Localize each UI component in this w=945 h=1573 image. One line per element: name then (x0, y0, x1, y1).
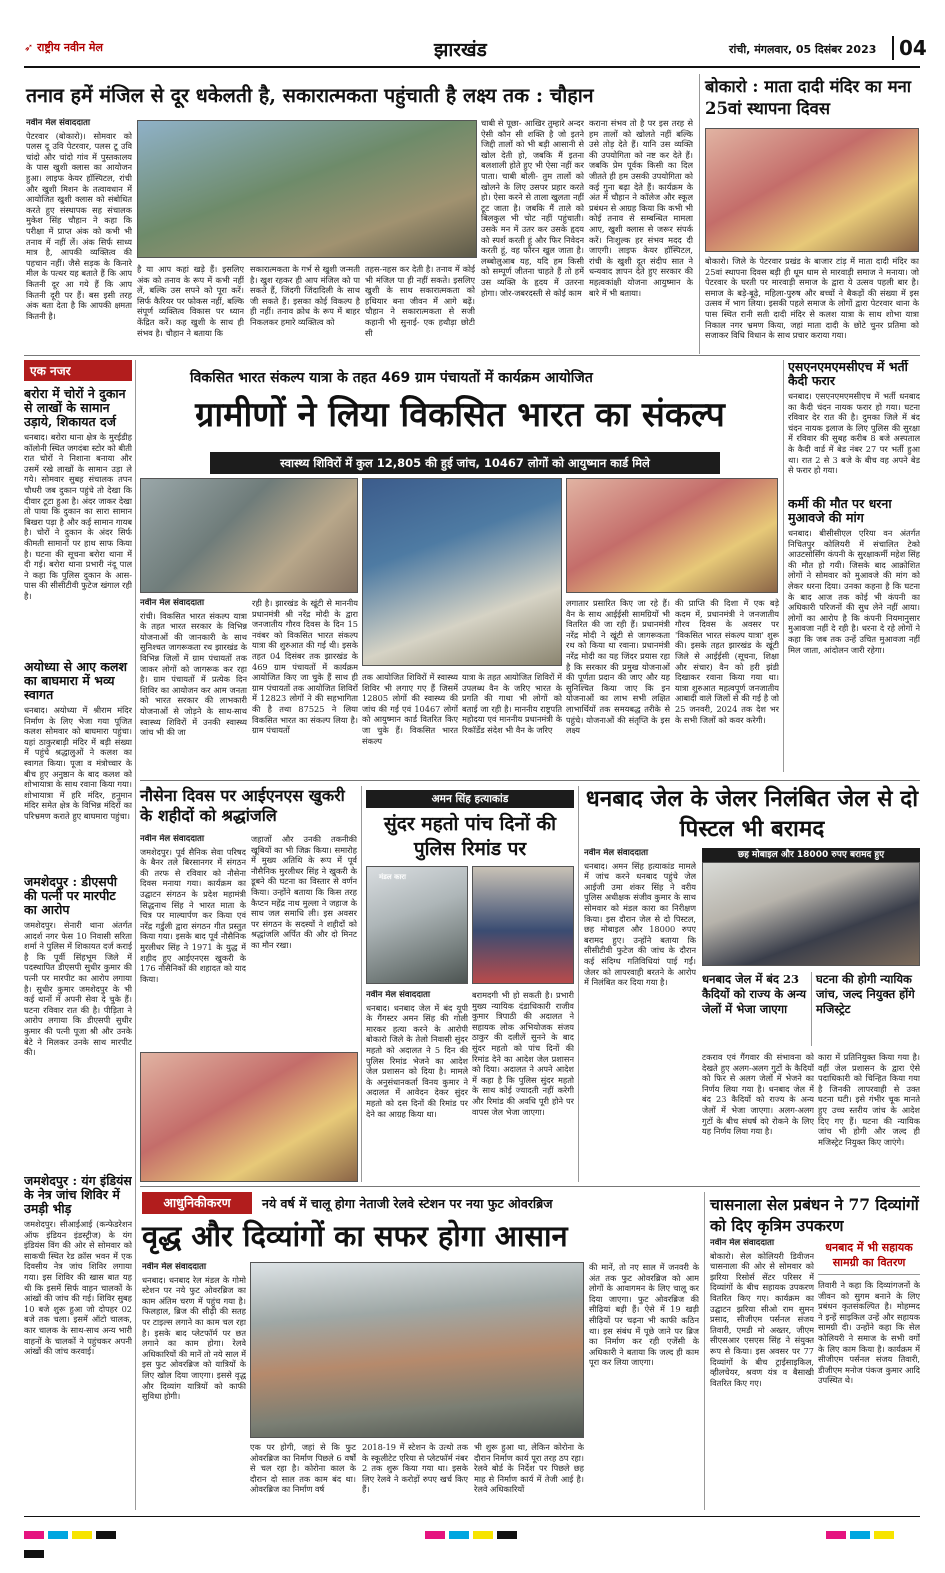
story1-col1 (26, 118, 132, 350)
story8-callout: धनबाद में भी सहायक सामग्री का वितरण (818, 1240, 920, 1275)
story5-photo-jail (366, 866, 468, 984)
story8-headline: चासनाला सेल प्रबंधन ने 77 दिव्यांगों को दिए कृत्रिम उपकरण (710, 1195, 919, 1235)
story6-col2: टकराव एवं गैंगवार की संभावना को देखते हुए अलग-अलग गुटों के कैदियों को फिर से अलग जेलों में भेजने का निर्णय लिया गया है। धनबाद जेल में बंद 23 कैदियों को राज्य के अन्य जेलों में भेजा जाएगा। अलग-अलग गुटों के बीच संघर्ष को रोकने के लिए यह निर्णय लिया गया है। (702, 1052, 814, 1137)
column-rule (783, 360, 784, 772)
masthead (24, 36, 927, 64)
story6-photo-banner-text: छह मोबाइल और 18000 रुपए बरामद हुए (737, 850, 885, 860)
story7-text-1: धनबाद। धनबाद रेल मंडल के गोमो स्टेशन पर नये फुट ओवरब्रिज का काम अंतिम चरण में पहुंच गया है। फिलहाल, ब्रिज की सीढ़ी की सतह पर टाइल्स लगाने का काम चल रहा है। इसके बाद प्लेटफॉर्म पर छत लगाने का काम होगा। रेलवे अधिकारियों की मानें तो नये साल में इस फुट ओवरब्रिज को यात्रियों के लिए खोल दिया जाएगा। इससे वृद्ध और दिव्यांग यात्रियों को काफी सुविधा होगी। (142, 1274, 246, 1402)
story5-photo-accused (472, 866, 574, 984)
column-rule (135, 360, 136, 1510)
story5-col1 (366, 990, 468, 1180)
story5-kicker-text: अमन सिंह हत्याकांड (431, 793, 509, 805)
brief-4 (24, 1174, 132, 1510)
story2-photo (705, 128, 919, 252)
sidebar-right (788, 360, 920, 772)
brief-4-body: जमशेदपुर। सीआईआई (कन्फेडरेशन ऑफ इंडियन इंडस्ट्रीज) के यंग इंडियंस विंग की ओर से सोमवार को साकची स्थित रेड क्रॉस भवन में एक दिवसीय नेत्र जांच शिविर लगाया गया। इस शिविर की खास बात यह थी कि इसमें सिर्फ वाहन चालकों के आंखों की जांच की गई। शिविर सुबह 10 बजे शुरू हुआ जो दोपहर 02 बजे तक चला। इसमें ऑटो चालक, कार चालक के साथ-साथ अन्य भारी वाहनों के चालकों ने पहुंचकर अपनी आंखों की जांच करवाई। (24, 1219, 132, 1357)
story3-col3: तक आयोजित शिविरों में स्वास्थ्य शिविर भी लगाए गए हैं जिसमें 12805 लोगों की स्वास्थ्य की जांच की गई एवं 10467 लोगों को आयुष्मान कार्ड वितरित किए जा चुके हैं। विकसित भारत संकल्प (362, 672, 458, 746)
callout-2-text: घटना की होगी न्यायिक जांच, जल्द नियुक्त होंगे मजिस्ट्रेट (816, 972, 915, 1016)
story3-photo-2 (362, 478, 562, 666)
brief-2-title: अयोध्या से आए कलश का बाघमारा में भव्य स्वागत (24, 659, 127, 702)
cmyk-swatch (874, 1531, 894, 1539)
story3-col2: रही है। झारखंड के खूंटी से माननीय प्रधानमंत्री श्री नरेंद्र मोदी के द्वारा जनजातीय गौरव दिवस के दिन 15 नवंबर को विकसित भारत संकल्प यात्रा की शुरुआत की गई थी। इसके तहत 04 दिसंबर तक झारखंड के 469 ग्राम पंचायतों में कार्यक्रम आयोजित किए जा चुके हैं साथ ही ग्राम पंचायतों तक आयोजित शिविरों में 12823 लोगों ने की सहभागिता की है तथा 87525 ने लिया विकसित भारत का संकल्प लिया है। ग्राम पंचायतों (252, 598, 358, 736)
cmyk-swatch (473, 1531, 493, 1539)
cmyk-swatch (850, 1531, 870, 1539)
story6-callout-2 (816, 972, 920, 1046)
paper-logo (24, 40, 103, 55)
story3-photo-1 (140, 478, 358, 593)
story3-kicker: विकसित भारत संकल्प यात्रा के तहत 469 ग्राम पंचायतों में कार्यक्रम आयोजित (190, 370, 593, 386)
story5-byline: नवीन मेल संवाददाता (366, 990, 431, 1000)
dateline: रांची, मंगलवार, 05 दिसंबर 2023 (729, 43, 877, 56)
footer-rule (24, 1516, 920, 1517)
story7-headline: वृद्ध और दिव्यांगों का सफर होगा आसान (142, 1219, 568, 1253)
paper-name: राष्ट्रीय नवीन मेल (37, 41, 103, 54)
story8-byline: नवीन मेल संवाददाता (710, 1238, 775, 1248)
right-brief-2-title: कर्मी की मौत पर धरना मुआवजे की मांग (788, 496, 892, 525)
bird-icon: ➶ (24, 41, 34, 54)
brief-3-body: जमशेदपुर। सेनारी थाना अंतर्गत आदर्श नगर फेस 10 निवासी सरिता शर्मा ने पुलिस में शिकायत दर्ज कराई है कि पूर्वी सिंहभूम जिले में पदस्थापित डीएसपी सुधीर कुमार की पत्नी पर मारपीट का आरोप लगाया है। सुधीर कुमार जमशेदपुर के भी कई थानों में अपनी सेवा दे चुके हैं। घटना रविवार रात की है। पीड़िता ने आरोप लगाया कि डीएसपी सुधीर कुमार की पत्नी पूजा श्री और उनके बेटे ने मिलकर उनके साथ मारपीट की। (24, 920, 132, 1058)
story3-col5: लगातार प्रसारित किए जा रहे हैं। वैन के साथ आईईसी सामग्रियों भी वितरित की जा रही हैं। प्रधानमंत्री नरेंद्र मोदी ने खूंटी से जागरूकता रथ को किया था रवाना। प्रधानमंत्री नरेंद्र मोदी का यह जिंदर प्रयास रहा है कि सरकार की प्रमुख योजनाओं की पूर्णता प्रदान की जाए और यह सुनिश्चित किया जाए कि इन योजनाओं का लाभ सभी लक्षित लाभार्थियों तक समयबद्ध तरीके से पहुंचे। योजनाओं की संतृप्ति के इस लक्ष्य (566, 598, 670, 736)
story4-text-1: जमशेदपुर। पूर्व सैनिक सेवा परिषद के बैनर तले बिरसानगर में संगठन की तरफ से रविवार को नौसेना दिवस मनाया गया। कार्यक्रम का उद्घाटन संगठन के प्रदेश महामंत्री सिद्धनाथ सिंह ने भारत माता के चित्र पर माल्यार्पण कर किया एवं नरेंद्र गर्डुली द्वारा संगठन गीत प्रस्तुत किया गया। इसके बाद पूर्व नौसैनिक मुरलीधर सिंह ने 1971 के युद्ध में शहीद हुए आईएनएस खुकरी के 176 नौसैनिकों की शहादत को याद किया। (140, 846, 246, 984)
story4-byline: नवीन मेल संवाददाता (140, 834, 205, 844)
story7-kicker-label (142, 1192, 252, 1214)
story2-body: बोकारो। जिले के पेटरवार प्रखंड के बाजार टांड़ में माता दादी मंदिर का 25वां स्थापना दिवस बड़ी ही धूम धाम से मारवाड़ी समाज ने मनाया। जो पेटरवार के घरती पर मारवाड़ी समाज के द्वारा ये उत्सव पहली बार है। समाज के बड़े-बूढ़े, महिला-पुरुष और बच्चों ने बैकड़ों की संख्या में इस उत्सव में भाग लिया। इसकी पहले समाज के लोगों द्वारा पेटरवार थाना के पास स्थित रानी सती दादी मंदिर से कलश यात्रा के साथ शोभा यात्रा निकाल नगर भ्रमण किया, जहां माता दादी के छोटे चुनर प्रतिमा को सजाकर विधि विधान के साथ प्रचार कराया गया। (705, 256, 919, 341)
column-rule (704, 1192, 705, 1510)
story7-col1 (142, 1262, 246, 1510)
story3-headline: ग्रामीणों ने लिया विकसित भारत का संकल्प (195, 395, 725, 435)
story6-col1 (584, 848, 696, 1048)
brief-2-body: धनबाद। अयोध्या में श्रीराम मंदिर निर्माण के लिए भेजा गया पूजित कलश सोमवार को बाघमारा पहुंचा। यहां ठाकुरबाड़ी मंदिर में बड़ी संख्या में पहुंचे श्रद्धालुओं ने कलश का स्वागत किया। पूजा व मंत्रोच्चार के बीच हुए अनुष्ठान के बाद कलश को शोभायात्रा के साथ रवाना किया गया। शोभायात्रा में हरि मंदिर, हनुमान मंदिर समेत क्षेत्र के विभिन्न मंदिरों का परिभ्रमण कराते हुए बाघमारा पहुंचा। (24, 705, 132, 821)
story1-byline: नवीन मेल संवाददाता (26, 118, 91, 128)
cmyk-swatch (48, 1531, 68, 1539)
story3-text-1: रांची। विकसित भारत संकल्प यात्रा के तहत भारत सरकार के विभिन्न योजनाओं की जानकारी के साथ सुनिश्चत जागरूकता रथ झारखंड के विभिन्न जिलों में ग्राम पंचायतों तक जाकर लोगों को जागरूक कर रहा है। ग्राम पंचायतों में प्रत्येक दिन शिविर का आयोजन कर आम जनता को भारत सरकार की लाभकारी योजनाओं से जोड़ने के साथ-साथ स्वास्थ्य शिविरों में उनकी स्वास्थ्य जांच भी की जा (140, 610, 247, 738)
cmyk-swatch (449, 1531, 469, 1539)
right-brief-1-body: धनबाद। एसएनएमएमसीएच में भर्ती धनबाद का कैदी चंदन नायक फरार हो गया। घटना रविवार देर रात की है। दुमका जिले में बंद चंदन नायक इलाज के लिए पुलिस की सुरक्षा में रविवार की सुबह करीब 8 बजे अस्पताल के कैदी वार्ड में बेड नंबर 27 पर भर्ती हुआ था। रात 2 से 3 बजे के बीच वह अपने बेड से फरार हो गया। (788, 391, 920, 476)
story4-col2: जहाजों और उनकी तकनीकी खूबियों का भी जिक्र किया। समारोह में मुख्य अतिथि के रूप में पूर्व नौसैनिक मुरलीधर सिंह ने खुकरी के डूबने की घटना का विस्तार से वर्णन किया। उन्होंने बताया कि किस तरह कैप्टन महेंद्र नाथ मुल्ला ने जहाज के साथ जल समाधि ली। इस अवसर पर संगठन के सदस्यों ने शहीदों को श्रद्धांजलि अर्पित की और दो मिनट का मौन रखा। (251, 834, 357, 950)
cmyk-swatch (425, 1531, 445, 1539)
story6-callout-1 (702, 972, 812, 1046)
story6-photo (702, 862, 920, 966)
column-rule (578, 786, 579, 1182)
brief-1-body: धनबाद। बरोरा थाना क्षेत्र के मुरईडीह कॉलोनी स्थित जगदंबा स्टोर को बीती रात चोरों ने निशाना बनाया और उसमें रखे लाखों के सामान उड़ा ले गये। सोमवार सुबह संचालक तपन चौधरी जब दुकान पहुंचे तो देखा कि दीवार टूटा हुआ है। अंदर जाकर देखा तो पाया कि दुकान का सारा सामान बिखरा पड़ा है और कई सामान गायब है। चोरों ने दुकान के अंदर सिर्फ कीमती सामानों पर हाथ साफ किया है। घटना की सूचना बरोरा थाना में दी गई। बरोरा थाना प्रभारी नंदू पाल ने कहा कि पुलिस दुकान के आस-पास की सीसीटीवी फुटेज खंगाल रही है। (24, 432, 132, 601)
story7-col2: एक पर होगी, जहां से कि फुट ओवरब्रिज का निर्माण पिछले 6 वर्षों से चल रहा है। कोरोना काल के दौरान दो साल तक काम बंद था। ओवरब्रिज का निर्माण वर्ष (250, 1442, 356, 1495)
story3-photo-3 (566, 478, 778, 593)
cmyk-swatch (24, 1531, 44, 1539)
cmyk-swatch (96, 1531, 116, 1539)
right-brief-2-body: धनबाद। बीसीसीएल एरिया वन अंतर्गत निचितपुर कोलियरी में संचालित टेको आउटसोर्सिंग कंपनी के सुरक्षाकर्मी महेश सिंह की मौत हो गयी। जिसके बाद आक्रोशित लोगों ने सोमवार को मुआवजे की मांग को लेकर धरना दिया। उनका कहना है कि घटना के बाद आज तक कोई भी कंपनी का अधिकारी परिजनों की सुध लेने नहीं आया। लोगों का आरोप है कि कंपनी नियमानुसार मुआवजा नहीं दे रही है। धरना दे रहे लोगों ने कहा कि जब तक उन्हें उचित मुआवजा नहीं मिल जाता, आंदोलन जारी रहेगा। (788, 528, 920, 655)
story3-subhead (210, 452, 720, 474)
story8-text-1: बोकारो। सेल कोलियरी डिवीजन चासनाला की ओर से सोमवार को झरिया रिसोर्स सेंटर परिसर में दिव्यांगों के बीच सहायक उपकरण वितरित किए गए। कार्यक्रम का उद्घाटन झरिया सीओ राम सुमन प्रसाद, सीजीएम पर्सनल संजय तिवारी, एमडी मो अख्तर, जीएम सीएसआर एसएस सिंह ने संयुक्त रूप से किया। इस अवसर पर 77 दिव्यांगों के बीच ट्राईसाइकिल, व्हीलचेयर, श्रवण यंत्र व बैसाखी वितरित किए गए। (710, 1250, 814, 1388)
brief-1-title: बरोरा में चोरों ने दुकान से लाखों के सामान उड़ाये, शिकायत दर्ज (24, 386, 126, 429)
story7-byline: नवीन मेल संवाददाता (142, 1262, 207, 1272)
story6-headline: धनबाद जेल के जेलर निलंबित जेल से दो पिस्टल भी बरामद (585, 786, 919, 842)
cmyk-swatch (826, 1531, 846, 1539)
right-brief-1-title: एसएनएमएमसीएच में भर्ती कैदी फरार (788, 360, 908, 388)
right-brief-1 (788, 360, 920, 493)
story1-col3: सकारात्मकता के गर्भ से खुशी जन्मती है। खुश रहकर ही आप मंजिल को पा सकते हैं, जिंदगी जिंदादिली के साथ जी सकते हैं। इसका कोई विकल्प है ही नहीं। तनाव क्रोध के रूप में बाहर निकलकर हमारे व्यक्तित्व को (250, 264, 360, 327)
story7-col3: 2018-19 में स्टेशन के उत्थो तक के स्कूलीटेट एरिया से प्लेटफॉर्म नंबर 2 तक शुरू किया गया था। इसके लिए रेलवे ने करोड़ों रुपए खर्च किए हैं। (362, 1442, 468, 1495)
column-rule (699, 74, 700, 354)
callout-1-text: धनबाद जेल में बंद 23 कैदियों को राज्य के अन्य जेलों में भेजा जाएगा (702, 972, 807, 1016)
story1-col2: है या आप कहां खड़े हैं। इसलिए अंक को तनाव के रूप में कभी नहीं लें, बल्कि उस सपने को पूरा करें। सिर्फ कैरियर पर फोकस नहीं, बल्कि संपूर्ण व्यक्तित्व विकास पर ध्यान केंद्रित करें। कह खुशी के साथ ही संभव है। चौहान ने बताया कि (137, 264, 244, 338)
story3-col6: की प्राप्ति की दिशा में एक बड़े कदम में, प्रधानमंत्री ने जनजातीय गौरव दिवस के अवसर पर 'विकसित भारत संकल्प यात्रा' शुरू की। इसके तहत झारखंड के खूंटी जिले से आईईसी (सूचना, शिक्षा और संचार) वैन को हरी झंडी दिखाकर रवाना किया गया था। यात्रा शुरुआत महत्वपूर्ण जनजातीय आबादी वाले जिलों से की गई है जो 25 जनवरी, 2024 तक देश भर के सभी जिलों को कवर करेगी। (675, 598, 779, 725)
story1-headline: तनाव हमें मंजिल से दूर धकेलती है, सकारात्मकता पहुंचाती है लक्ष्य तक : चौहान (26, 84, 594, 107)
brief-3 (24, 875, 132, 1170)
story5-text-1: धनबाद। धनबाद जेल में बंद यूपी के गैंगस्टर अमन सिंह की गोली मारकर हत्या करने के आरोपी बोकारो जिले के तेलो निवासी सुंदर महतो को अदालत ने 5 दिन की पुलिस रिमांड भेजने का आदेश जेल प्रशासन को दिया है। मामले के अनुसंधानकर्ता विनय कुमार ने अदालत में आवेदन देकर सुंदर महतो को दस दिनों की रिमांड पर देने का आग्रह किया था। (366, 1002, 468, 1119)
story8-col2: तिवारी ने कहा कि दिव्यांगजनों के जीवन को सुगम बनाने के लिए प्रबंधन कृतसंकल्पित है। मोहम्मद ने इन्हें साइकिल उन्हें और सहायक सामग्री दी। उन्होंने कहा कि सेल कोलियरी ने समाज के सभी वर्गों के लिए काम किया है। कार्यक्रम में सीजीएम पर्सनल संजय तिवारी, डीजीएम मनोज पंकज कुमार आदि उपस्थित थे। (818, 1280, 920, 1386)
story6-text-1: धनबाद। अमन सिंह हत्याकांड मामले में जांच करने धनबाद पहुंचे जेल आईजी उमा शंकर सिंह ने वरीय पुलिस अधीक्षक संजीव कुमार के साथ सोमवार को मंडल कारा का निरीक्षण किया। इस दौरान जेल से दो पिस्टल, छह मोबाइल और 18000 रुपए बरामद हुए। उन्होंने बताया कि सीसीटीवी फुटेज की जांच के दौरान कई संदिग्ध गतिविधियां पाई गईं। जेलर को लापरवाही बरतने के आरोप में निलंबित कर दिया गया है। (584, 860, 696, 988)
story7-col5: की मानें, तो नए साल में जनवरी के अंत तक फुट ओवरब्रिज को आम लोगों के आवागमन के लिए चालू कर दिया जाएगा। फुट ओवरब्रिज की सीढ़ियां बड़ी हैं। ऐसे में 19 खड़ी सीढ़ियों पर चढ़ना भी काफी कठिन था। इस संबंध में पूछे जाने पर ब्रिज का निर्माण कर रही एजेंसी के अधिकारी ने बताया कि जल्द ही काम पूरा कर लिया जाएगा। (589, 1262, 699, 1368)
brief-4-title: जमशेदपुर : यंग इंडियंस के नेत्र जांच शिविर में उमड़ी भीड़ (24, 1173, 132, 1216)
page-number: 04 (892, 36, 927, 60)
story6-byline: नवीन मेल संवाददाता (584, 848, 649, 858)
brief-2 (24, 660, 132, 871)
story6-photo-banner (702, 848, 920, 862)
cmyk-swatch (497, 1531, 517, 1539)
story3-col1 (140, 598, 247, 780)
story5-col2: बरामदगी भी हो सकती है। प्रभारी मुख्य न्यायिक दंडाधिकारी राजीव कुमार त्रिपाठी की अदालत ने सहायक लोक अभियोजक संजय ठाकुर की दलीलें सुनने के बाद सुंदर महतो को पांच दिनों की रिमांड देने का आदेश जेल प्रशासन को दिया। अदालत ने अपने आदेश में कहा है कि पुलिस सुंदर महतो के साथ कोई ज्यादती नहीं करेगी और रिमांड की अवधि पूरी होने पर वापस जेल भेजा जाएगा। (472, 990, 574, 1117)
masthead-rule (24, 66, 920, 68)
story7-col4: भी शुरू हुआ था, लेकिन कोरोना के दौरान निर्माण कार्य पूरा तरह ठप रहा। रेलवे बोर्ड के निर्देश पर पिछले छह माह से निर्माण कार्य में तेजी आई है। रेलवे अधिकारियों (474, 1442, 584, 1495)
story2-headline: बोकारो : माता दादी मंदिर का मना 25वां स्थापना दिवस (705, 77, 912, 118)
section-rule (24, 355, 920, 356)
story1-photo (137, 120, 477, 258)
story3-col4: यात्रा के तहत आयोजित शिविरों में उपलब्ध वैन के जरिए भारत के प्रगति की गाथा भी लोगों को बताई जा रही है। माननीय राष्ट्रपति महोदया एवं माननीय प्रधानमंत्री के रिकॉर्डेड संदेश भी वैन के जरिए (462, 672, 562, 735)
story1-col4: तहस-नहस कर देती है। तनाव में कोई भी मंजिल पा ही नहीं सकते। इसलिए खुशी के साथ सकारात्मकता को हथियार बना जीवन में आगे बढ़ें। चौहान ने सकारात्मकता से सजी कहानी भी सुनाई- एक हथौड़ा छोटी सी (365, 264, 475, 338)
story5-headline: सुंदर महतो पांच दिनों की पुलिस रिमांड पर (383, 813, 557, 860)
brief-1 (24, 387, 132, 656)
story1-col6: कराना संभव तो है पर इस तरह से हम तालों को खोलते नहीं बल्कि उसे तोड़ देते हैं। यानि उस व्यक्ति की उपयोगिता को नष्ट कर देते हैं। जबकि प्रेम पूर्वक किसी का दिल जीतते ही हम उसकी उपयोगिता को कई गुना बढ़ा देते हैं। कार्यक्रम के अंत में चौहान ने कॉलेज और स्कूल प्रबंधन से आग्रह किया कि कभी भी कोई तनाव से सम्बन्धित मामला आए, खुशी क्लास से जरूर संपर्क करें। निःशुल्क हर संभव मदद दी जाएगी। लाइफ केयर हॉस्पिटल, रांची के खुशी दूत संदीप सात ने धन्यवाद ज्ञापन देते हुए सरकार की महत्वकांक्षी योजना आयुष्मान के बारे में भी बताया। (589, 118, 693, 298)
section-rule (140, 780, 920, 781)
story7-kicker-label-text: आधुनिकीकरण (163, 1195, 231, 1210)
story4-photo (140, 1052, 358, 1182)
cmyk-swatch (72, 1531, 92, 1539)
sidebar-label: एक नजर (24, 360, 132, 381)
story5-kicker (366, 790, 574, 808)
story7-kicker: नये वर्ष में चालू होगा नेताजी रेलवे स्टेशन पर नया फुट ओवरब्रिज (262, 1196, 553, 1211)
section-rule (140, 1186, 920, 1187)
story1-text-1: पेटरवार (बोकारो)। सोमवार को पलस दू उवि पेटरवार, पलस टू उवि चांदो और चांदो गांव में पुस्तकालय के पास खुशी क्लास का आयोजन हुआ। लाइफ केयर हॉस्पिटल, रांची और खुशी मिशन के तत्वावधान में आयोजित खुशी क्लास को संबोधित करते हुए संस्थापक सह संचालक मुकेश सिंह चौहान ने कहा कि परीक्षा में प्राप्त अंक को कभी भी तनाव में नहीं लें। अंक सिर्फ साध्य मात्र है, आपकी व्यक्तित्व की पहचान नहीं। जैसे सड़क के किनारे मील के पत्थर यह बताते हैं कि आप कितनी दूर आ गये हैं कि आप कितनी दूरी पर हैं। बस इसी तरह अंक बता देता है कि आपकी क्षमता कितनी है। (26, 130, 132, 321)
column-rule (361, 786, 362, 1182)
story4-col1 (140, 834, 246, 1046)
story6-col3: कारा में प्रतिनियुक्त किया गया है। वहीं जेल प्रशासन के द्वारा ऐसे पदाधिकारी को चिन्हित किया गया है जिनकी लापरवाही से उक्त घटना घटी। इसे गंभीर चूक मानते हुए उच्च स्तरीय जांच के आदेश दिए गए हैं। घटना की न्यायिक जांच भी होगी और जल्द ही मजिस्ट्रेट नियुक्त किए जाएंगे। (818, 1052, 920, 1147)
story1-col5: चाबी से पूछा- आखिर तुम्हारे अन्दर ऐसी कौन सी शक्ति है जो इतने जिद्दी तालों को भी बड़ी आसानी से खोल देती हो, जबकि मैं इतना बलशाली होते हुए भी ऐसा नहीं कर पाता। चाबी बोली- तुम तालों को खोलने के लिए उसपर प्रहार करते हो। ऐसा करने से ताला खुलता नहीं टूट जाता है। जबकि मैं ताले को बिलकुल भी चोट नहीं पहुंचाती। उसके मन में उतर कर उसके हृदय को स्पर्श करती हूं और फिर निवेदन करती हूं, वह फौरन खुल जाता है। लब्बोलुआब यह, यदि हम किसी को सम्पूर्ण जीतना चाहते हैं तो हमें उस व्यक्ति के हृदय में उतरना होगा। जोर-जबरदस्ती से कोई काम (481, 118, 584, 298)
right-brief-2 (788, 497, 920, 758)
story3-byline: नवीन मेल संवाददाता (140, 598, 205, 608)
story7-photo (250, 1262, 584, 1438)
cmyk-swatch (24, 1550, 44, 1558)
color-registration-strip (24, 1524, 920, 1534)
brief-3-title: जमशेदपुर : डीएसपी की पत्नी पर मारपीट का आरोप (24, 874, 118, 917)
story3-subhead-text: स्वास्थ्य शिविरों में कुल 12,805 की हुई जांच, 10467 लोगों को आयुष्मान कार्ड मिले (280, 456, 650, 470)
section-name: झारखंड (434, 39, 487, 61)
story4-headline: नौसेना दिवस पर आईएनएस खुकरी के शहीदों को श्रद्धांजलि (140, 786, 345, 825)
sidebar-left (24, 360, 132, 1510)
story5-photo-caption: मंडल कारा (379, 873, 406, 881)
story8-col1 (710, 1238, 814, 1510)
